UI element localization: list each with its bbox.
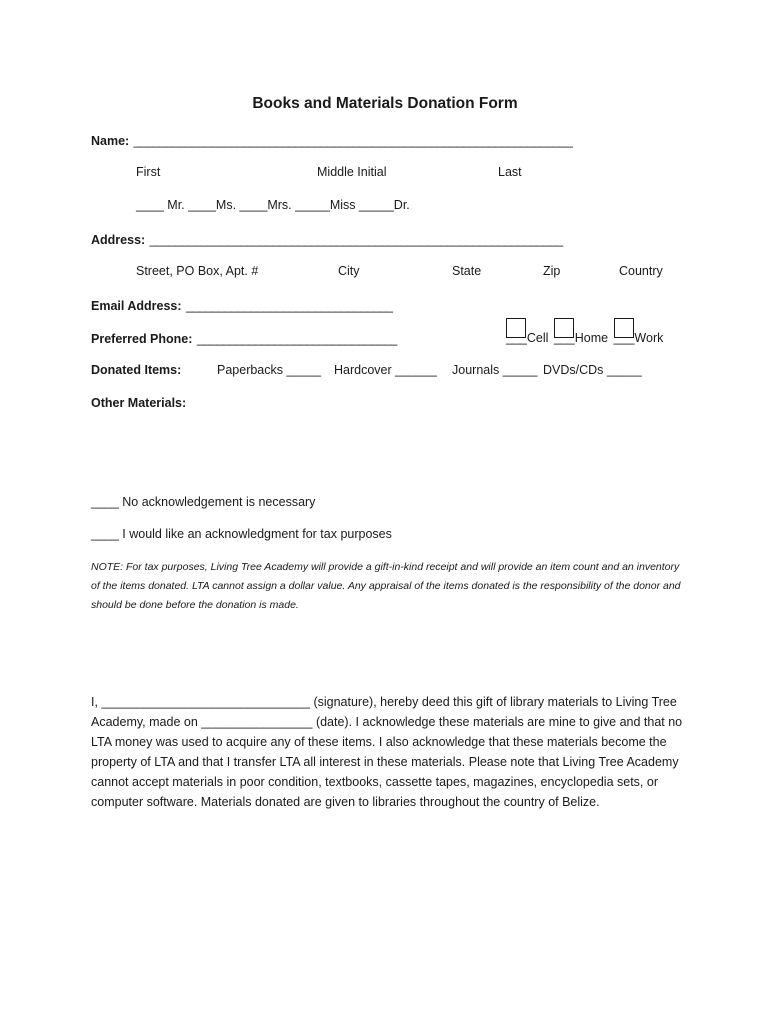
ack-option-none[interactable]: ____ No acknowledgement is necessary bbox=[91, 495, 316, 509]
form-title: Books and Materials Donation Form bbox=[252, 95, 518, 112]
address-part-state: State bbox=[452, 264, 482, 278]
donated-option-dvds[interactable]: DVDs/CDs _____ bbox=[543, 363, 642, 377]
email-label: Email Address: bbox=[91, 299, 182, 313]
donated-option-journals[interactable]: Journals _____ bbox=[452, 363, 538, 377]
phone-label: Preferred Phone: bbox=[91, 332, 193, 346]
name-field[interactable]: ____________________________________________________________________ bbox=[133, 134, 573, 148]
address-field[interactable]: ________________________________________________________________ bbox=[149, 233, 563, 247]
donated-option-paperbacks[interactable]: Paperbacks _____ bbox=[217, 363, 322, 377]
work-label: ___Work bbox=[613, 331, 664, 345]
other-materials-label: Other Materials: bbox=[91, 396, 187, 410]
honorific-options[interactable]: ____ Mr. ____Ms. ____Mrs. _____Miss _____Dr. bbox=[136, 198, 410, 212]
ack-option-tax[interactable]: ____ I would like an acknowledgment for tax purposes bbox=[91, 527, 392, 541]
email-row bbox=[91, 297, 392, 315]
name-label: Name: bbox=[91, 134, 130, 148]
tax-note: NOTE: For tax purposes, Living Tree Academy will provide a gift-in-kind receipt and will provide an item count and an inventory of the items donated. LTA cannot assign a dollar value. Any appraisal of the items donated is the responsibility of the donor and should be done before the donation is made. bbox=[91, 561, 681, 611]
phone-option-work[interactable] bbox=[613, 318, 664, 345]
cell-label: ___Cell bbox=[506, 331, 549, 345]
address-part-street: Street, PO Box, Apt. # bbox=[136, 264, 259, 278]
phone-field[interactable]: _______________________________ bbox=[196, 332, 397, 346]
phone-type-options bbox=[506, 318, 664, 345]
phone-option-cell[interactable] bbox=[506, 318, 549, 345]
address-row bbox=[91, 231, 563, 249]
address-part-country: Country bbox=[619, 264, 663, 278]
name-part-middle: Middle Initial bbox=[317, 165, 387, 179]
address-part-zip: Zip bbox=[543, 264, 561, 278]
name-row bbox=[91, 132, 572, 150]
name-part-last: Last bbox=[498, 165, 522, 179]
other-materials-field[interactable] bbox=[91, 416, 681, 486]
address-label: Address: bbox=[91, 233, 146, 247]
donor-declaration: I, ______________________________ (signature), hereby deed this gift of library materials to Living Tree Academy, made on ________________ (date). I acknowledge these materials are mine to give and that no LTA money was used to acquire any of these items. I also acknowledge that these materials become the property of LTA and that I transfer LTA all interest in these materials. Please note that Living Tree Academy cannot accept materials in poor condition, textbooks, cassette tapes, magazines, encyclopedia sets, or computer software. Materials donated are given to libraries throughout the country of Belize. bbox=[91, 695, 683, 809]
phone-option-home[interactable] bbox=[553, 318, 609, 345]
phone-row bbox=[91, 330, 397, 348]
home-label: ___Home bbox=[553, 331, 609, 345]
address-part-city: City bbox=[338, 264, 360, 278]
donated-option-hardcover[interactable]: Hardcover ______ bbox=[334, 363, 437, 377]
email-field[interactable]: ________________________________ bbox=[186, 299, 393, 313]
name-part-first: First bbox=[136, 165, 161, 179]
donated-items-label: Donated Items: bbox=[91, 363, 182, 377]
